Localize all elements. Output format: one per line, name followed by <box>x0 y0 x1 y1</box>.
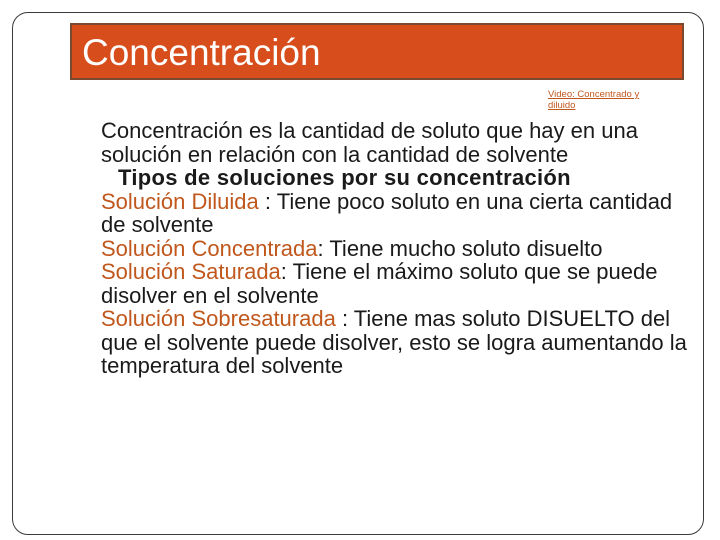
title-bar <box>70 23 684 80</box>
slide-content <box>80 119 690 378</box>
type-separator: : <box>335 306 354 331</box>
type-name: Solución Saturada <box>101 259 281 284</box>
type-description: Tiene mucho soluto disuelto <box>329 235 603 261</box>
definition-paragraph <box>80 119 690 166</box>
type-separator: : <box>317 235 330 261</box>
video-link[interactable]: Video: Concentrado y diluido <box>548 89 640 111</box>
section-heading: Tipos de soluciones por su concentración <box>118 165 571 190</box>
type-item-sobresaturada <box>80 307 690 378</box>
type-item-concentrada <box>80 237 690 261</box>
slide-title: Concentración <box>82 32 321 73</box>
type-description: Tiene el máximo soluto que se puede disolver en el solvente <box>101 259 658 308</box>
type-item-diluida <box>80 190 690 237</box>
type-description: Tiene mas soluto DISUELTO del que el solvente puede disolver, esto se logra aumentando la temperatura del solvente <box>101 306 687 378</box>
type-description: Tiene poco soluto en una cierta cantidad de solvente <box>101 188 673 237</box>
type-separator: : <box>258 188 277 214</box>
type-separator: : <box>280 259 293 284</box>
definition-text: Concentración es la cantidad de soluto que hay en una solución en relación con la cantidad de solvente <box>101 118 638 167</box>
type-name: Solución Sobresaturada <box>101 306 336 331</box>
type-name: Solución Diluida <box>101 188 259 214</box>
type-name: Solución Concentrada <box>101 235 318 261</box>
type-item-saturada <box>80 260 690 307</box>
